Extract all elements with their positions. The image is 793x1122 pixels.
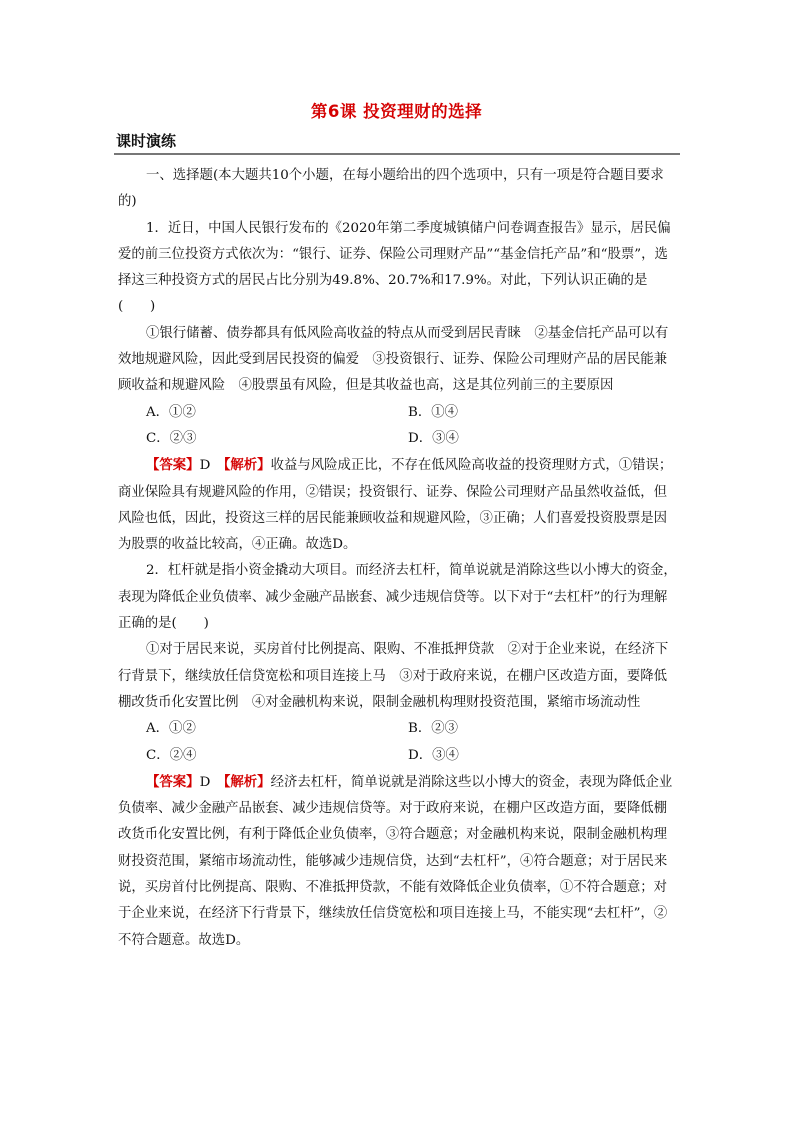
question-1: [118, 216, 678, 559]
question-2-option-b[interactable]: B．②③: [408, 721, 459, 737]
question-1-option-d[interactable]: D．③④: [408, 430, 459, 446]
analysis-text: 经济去杠杆，简单说就是消除这些以小博大的资金，表现为降低企业负债率、减少金融产品嵌套、减少违规信贷等。对于政府来说，在棚户区改造方面，要降低棚改货币化安置比例，有利于降低企业负债率，③符合题意；对金融机构来说，限制金融机构理财投资范围，紧缩市场流动性，能够减少违规信贷，达到“去杠杆”，④符合题意；对于居民来说，买房首付比例提高、限购、不准抵押贷款，不能有效降低企业负债率，①不符合题意；对于企业来说，在经济下行背景下，继续放任信贷宽松和项目连接上马，不能实现“去杠杆”，②不符合题意。故选D。: [118, 774, 673, 948]
question-1-statements: ①银行储蓄、债券都具有低风险高收益的特点从而受到居民青睐 ②基金信托产品可以有效地规避风险，因此受到居民投资的偏爱 ③投资银行、证券、保险公司理财产品的居民能兼顾收益和规避风险 ④股票虽有风险，但是其收益也高，这是其位列前三的主要原因: [118, 325, 669, 394]
heading-divider: [114, 153, 680, 155]
question-2: [118, 558, 678, 953]
section-intro: 一、选择题(本大题共10个小题，在每小题给出的四个选项中，只有一项是符合题目要求的): [118, 168, 664, 210]
question-1-answer-block: [118, 452, 678, 558]
answer-label: 【答案】: [146, 457, 200, 474]
question-1-stem: 1．近日，中国人民银行发布的《2020年第二季度城镇储户问卷调查报告》显示，居民偏爱的前三位投资方式依次为：“银行、证券、保险公司理财产品”“基金信托产品”和“股票”，选择这三种投资方式的居民占比分别为49.8%、20.7%和17.9%。对此，下列认识正确的是( ): [118, 220, 671, 315]
question-1-options-row-1: [118, 400, 678, 426]
question-2-option-a[interactable]: A．①②: [146, 721, 196, 737]
answer-value: D: [199, 458, 211, 474]
question-2-options-row-2: [118, 743, 678, 769]
question-2-statements: ①对于居民来说，买房首付比例提高、限购、不准抵押贷款 ②对于企业来说，在经济下行背景下，继续放任信贷宽松和项目连接上马 ③对于政府来说，在棚户区改造方面，要降低棚改货币化安置比例 ④对金融机构来说，限制金融机构理财投资范围，紧缩市场流动性: [118, 642, 669, 710]
answer-value: D: [199, 774, 211, 790]
answer-label: 【答案】: [146, 773, 200, 790]
exercise-body: [118, 163, 678, 954]
question-1-options-row-2: [118, 426, 678, 452]
analysis-label: 【解析】: [223, 457, 271, 474]
question-2-options-row-1: [118, 716, 678, 742]
analysis-text: 收益与风险成正比，不存在低风险高收益的投资理财方式，①错误；商业保险具有规避风险的作用，②错误；投资银行、证券、保险公司理财产品虽然收益低，但风险也低，因此，投资这三样的居民能兼顾收益和规避风险，③正确；人们喜爱投资股票是因为股票的收益比较高，④正确。故选D。: [118, 458, 673, 553]
analysis-label: 【解析】: [223, 773, 271, 790]
section-heading: 课时演练: [116, 132, 177, 150]
question-1-option-c[interactable]: C．②③: [146, 430, 197, 446]
question-2-stem: 2．杠杆就是指小资金撬动大项目。而经济去杠杆，简单说就是消除这些以小博大的资金，表现为降低企业负债率、减少金融产品嵌套、减少违规信贷等。以下对于“去杠杆”的行为理解正确的是( ): [118, 563, 677, 632]
question-1-option-a[interactable]: A．①②: [146, 404, 196, 420]
question-2-option-c[interactable]: C．②④: [146, 747, 197, 763]
question-2-option-d[interactable]: D．③④: [408, 747, 459, 763]
lesson-title: 第6课 投资理财的选择: [310, 102, 483, 121]
question-2-answer-block: [118, 769, 678, 954]
question-1-option-b[interactable]: B．①④: [408, 404, 459, 420]
